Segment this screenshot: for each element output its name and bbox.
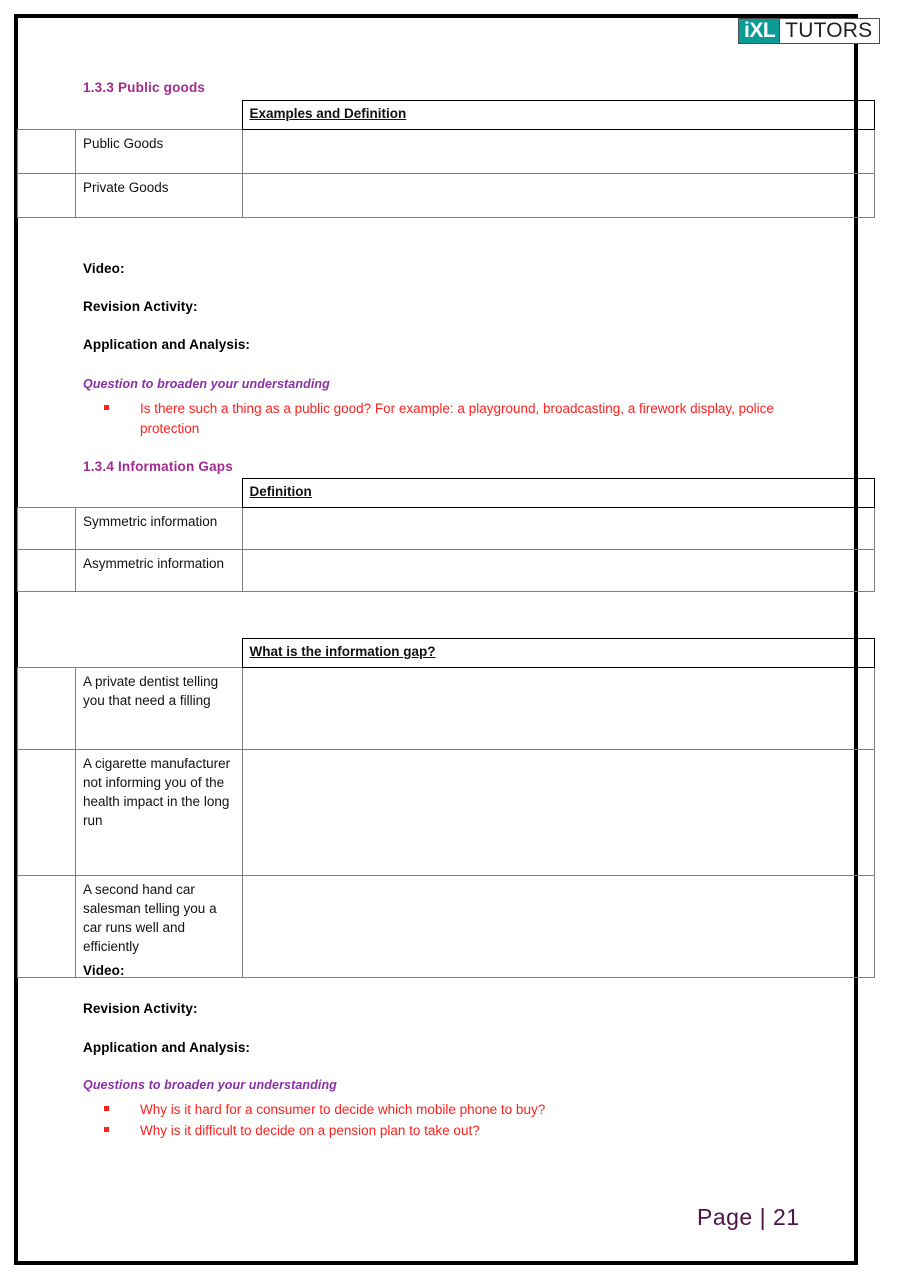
row-index-cell [18, 129, 76, 173]
row-index-cell [18, 507, 76, 549]
square-bullet-icon [104, 405, 109, 410]
row-index-cell [18, 549, 76, 591]
question-block-title-2: Questions to broaden your understanding [83, 1078, 337, 1092]
row-index-cell [18, 667, 76, 749]
table-header-row [18, 479, 875, 508]
row-value-cell[interactable] [242, 549, 875, 591]
table-row [18, 129, 875, 173]
row-label-cell: Private Goods [76, 173, 243, 217]
table-row [18, 749, 875, 875]
table-row [18, 875, 875, 977]
logo-word-tutors: TUTORS [785, 19, 873, 42]
question-block-title: Question to broaden your understanding [83, 377, 330, 391]
row-label-cell: Asymmetric information [76, 549, 243, 591]
row-label-cell: Symmetric information [76, 507, 243, 549]
row-index-cell [18, 173, 76, 217]
ixl-tutors-logo [738, 18, 880, 44]
header-spacer-cell [18, 479, 76, 508]
row-value-cell[interactable] [242, 749, 875, 875]
header-spacer-cell-2 [76, 101, 243, 130]
table-information-gap-scenarios [17, 638, 875, 978]
table-header-cell: Definition [242, 479, 875, 508]
row-value-cell[interactable] [242, 507, 875, 549]
question-list-2 [104, 1100, 824, 1141]
question-list [104, 399, 824, 439]
table-information-gaps-definition [17, 478, 875, 592]
label-video-2: Video: [83, 963, 125, 978]
row-value-cell[interactable] [242, 129, 875, 173]
section-heading-1-3-4: 1.3.4 Information Gaps [83, 459, 233, 474]
label-application-analysis-2: Application and Analysis: [83, 1040, 251, 1055]
logo-mark-ixl: iXL [739, 19, 780, 43]
row-label-cell: A second hand car salesman telling you a car runs well and efficiently [76, 875, 243, 977]
row-label-cell: A cigarette manufacturer not informing you of the health impact in the long run [76, 749, 243, 875]
table-header-row [18, 101, 875, 130]
question-text: Why is it difficult to decide on a pension plan to take out? [140, 1122, 480, 1138]
row-index-cell [18, 749, 76, 875]
label-video: Video: [83, 261, 125, 276]
table-row [18, 549, 875, 591]
section-heading-1-3-3: 1.3.3 Public goods [83, 80, 206, 95]
row-label-cell: Public Goods [76, 129, 243, 173]
row-label-cell: A private dentist telling you that need a filling [76, 667, 243, 749]
header-spacer-cell-2 [76, 639, 243, 668]
header-spacer-cell-2 [76, 479, 243, 508]
label-application-analysis: Application and Analysis: [83, 337, 251, 352]
table-row [18, 667, 875, 749]
header-spacer-cell [18, 101, 76, 130]
square-bullet-icon [104, 1127, 109, 1132]
page-number: Page | 21 [697, 1204, 800, 1230]
table-row [18, 507, 875, 549]
question-text: Why is it hard for a consumer to decide which mobile phone to buy? [140, 1102, 546, 1117]
list-item [104, 1100, 824, 1120]
label-revision-activity-2: Revision Activity: [83, 1001, 198, 1016]
table-public-goods [17, 100, 875, 218]
question-text: Is there such a thing as a public good? For example: a playground, broadcasting, a firework display, police protection [140, 401, 774, 436]
list-item [104, 1121, 824, 1141]
row-value-cell[interactable] [242, 173, 875, 217]
label-revision-activity: Revision Activity: [83, 299, 198, 314]
table-header-row [18, 639, 875, 668]
square-bullet-icon [104, 1106, 109, 1111]
table-row [18, 173, 875, 217]
row-value-cell[interactable] [242, 667, 875, 749]
list-item [104, 399, 824, 438]
table-header-cell: What is the information gap? [242, 639, 875, 668]
table-header-cell: Examples and Definition [242, 101, 875, 130]
row-value-cell[interactable] [242, 875, 875, 977]
header-spacer-cell [18, 639, 76, 668]
row-index-cell [18, 875, 76, 977]
